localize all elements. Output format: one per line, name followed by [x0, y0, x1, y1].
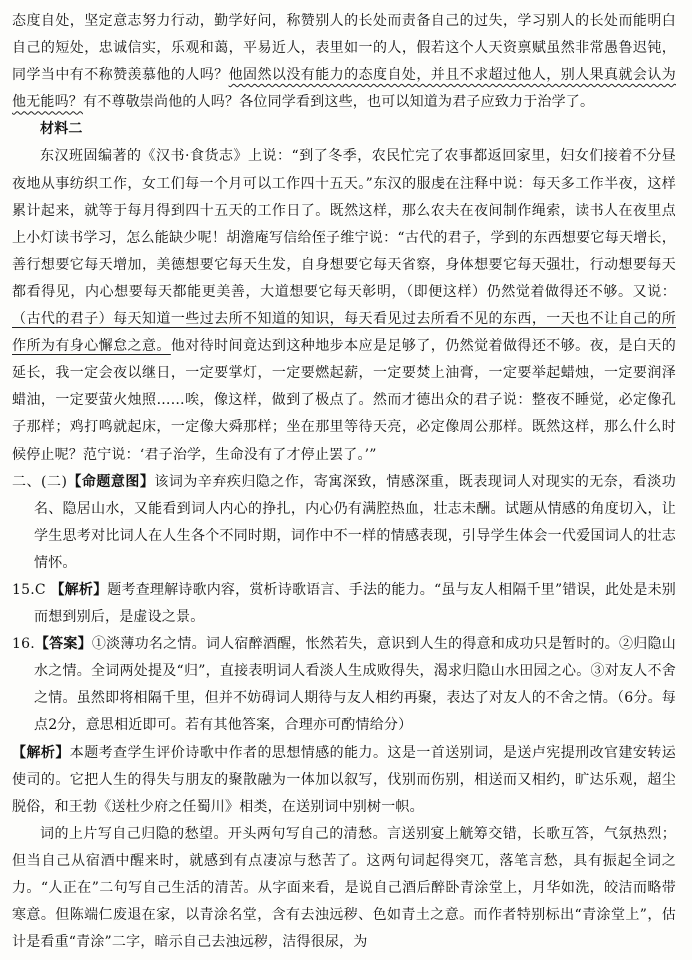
- section2-intent: [12, 469, 676, 577]
- q16-analysis-tag: 【解析】: [12, 744, 70, 761]
- material2-paragraph: [12, 143, 676, 468]
- q16-paragraph: 词的上片写自己归隐的愁望。开头两句写自己的清愁。言送别宴上觥筹交错，长歌互答，气氛热烈；但当自己从宿酒中醒来时，就感到有点凄凉与愁苦了。这两句词起得突兀，落笔言愁，具有振起全词之力。“人正在”二句写自己生活的清苦。从字面来看，是说自己酒后醉卧青涂堂上，月华如洗，皎洁而略带寒意。但陈端仁废退在家，以青涂名堂，含有去浊远秽、色如青土之意。而作者特别标出“青涂堂上”，估计是看重“青涂”二字，暗示自己去浊远秽，洁得很尿，为: [12, 825, 676, 951]
- q15-analysis-tag: 【解析】: [50, 581, 108, 598]
- q15-item: [12, 577, 676, 631]
- q16-answer-tag: 【答案】: [34, 636, 92, 653]
- q16-answer-block: [12, 631, 676, 739]
- q16-answer: ①淡薄功名之情。词人宿醉酒醒，怅然若失，意识到人生的得意和成功只是暂时的。②归隐山水之情。全词两处提及“归”，直接表明词人看淡人生成败得失，渴求归隐山水田园之心。③对友人不舍之情。虽然即将相隔千里，但并不妨碍词人期待与友人相约再聚，表达了对友人的不舍之情。（6分。每点2分，意思相近即可。若有其他答案，合理亦可酌情给分）: [34, 636, 676, 734]
- q15-analysis: 题考查理解诗歌内容，赏析诗歌语言、手法的能力。“虽与友人相隔千里”错误，此处是未别而想到别后，是虚设之景。: [34, 581, 676, 626]
- material2-part1: 东汉班固编著的《汉书·食货志》上说：“到了冬季，农民忙完了农事都返回家里，妇女们接着不分昼夜地从事纺织工作，女工们每一个月可以工作四十五天。”东汉的服虔在注释中说：每天多工作半夜，这样累计起来，就等于每月得到四十五天的工作日了。既然这样，那么农夫在夜间制作绳索，读书人在夜里点上小灯读书学习，怎么能缺少呢！胡澹庵写信给侄子维宁说：“古代的君子，学到的东西想要它每天增长，善行想要它每天增加，美德想要它每天生发，自身想要它每天省察，身体想要它每天强壮，行动想要每天都看得见，内心想要每天都能更美善，大道想要它每天彰明，（即便这样）仍然觉着做得还不够。又说：: [12, 148, 676, 300]
- material2-part2: 他对待时间竟达到这种地步本应是足够了，仍然觉着做得还不够。夜，是白天的延长，我一定会夜以继日，一定要掌灯，一定要燃起薪，一定要焚上油膏，一定要举起蜡烛，一定要润泽蜡油，一定要萤火烛照……唉，像这样，做到了极点了。然而才德出众的君子说：整夜不睡觉，必定像孔子那样；鸡打鸣就起床，一定像大舜那样；坐在那里等待天亮，必定像周公那样。既然这样，那么什么时候停止呢？范宁说：‘君子治学，生命没有了才停止罢了。’”: [12, 338, 676, 463]
- q16-number: 16.: [12, 636, 35, 653]
- material2-underlined: （古代的君子）每天知道一些过去所不知道的知识，每天看见过去所看不见的东西，一天也不让自己的所作所为有身心懈怠之意。: [12, 311, 676, 355]
- section2-head: (二): [41, 473, 68, 490]
- q15-number: 15.: [12, 581, 35, 598]
- section2-number: 二、: [12, 473, 41, 490]
- passage-top-wavy-underlined: 他固然以没有能力的态度自处，并且不求超过他人，别人果真就会认为他无能吗？: [12, 67, 677, 111]
- q15-answer: C: [34, 581, 46, 598]
- material2-title: 材料二: [40, 121, 83, 138]
- section2-tag: 【命题意图】: [67, 473, 155, 490]
- q16-analysis: 本题考查学生评价诗歌中作者的思想情感的能力。这是一首送别词，是送卢宪提刑改官建安转运使司的。它把人生的得失与朋友的聚散融为一体加以叙写，伐别而伤别，相送而又相约，旷达乐观，超尘脱俗，和王勃《送杜少府之任蜀川》相类，在送别词中别树一帜。: [12, 744, 676, 815]
- passage-top: [12, 8, 676, 116]
- q16-analysis-block: [12, 740, 676, 821]
- passage-top-part1: 态度自处，坚定意志努力行动，勤学好问，称赞别人的长处而责备自己的过失，学习别人的长处而能明白自己的短处，忠诚信实，乐观和蔼，平易近人，表里如一的人，假若这个人天资禀赋虽然非常愚鲁迟钝，同学当中有不称赞羡慕他的人吗？: [12, 13, 676, 84]
- passage-top-part2: 有不尊敬崇尚他的人吗？各位同学看到这些，也可以知道为君子应致力于治学了。: [83, 94, 595, 111]
- section2-body: 该词为辛弃疾归隐之作，寄寓深致，情感深重，既表现词人对现实的无奈，看淡功名、隐居山水，又能看到词人内心的挣扎，内心仍有满腔热血，壮志未酬。试题从情感的角度切入，让学生思考对比词人在人生各个不同时期，词作中不一样的情感表现，引导学生体会一代爱国词人的壮志情怀。: [34, 473, 676, 571]
